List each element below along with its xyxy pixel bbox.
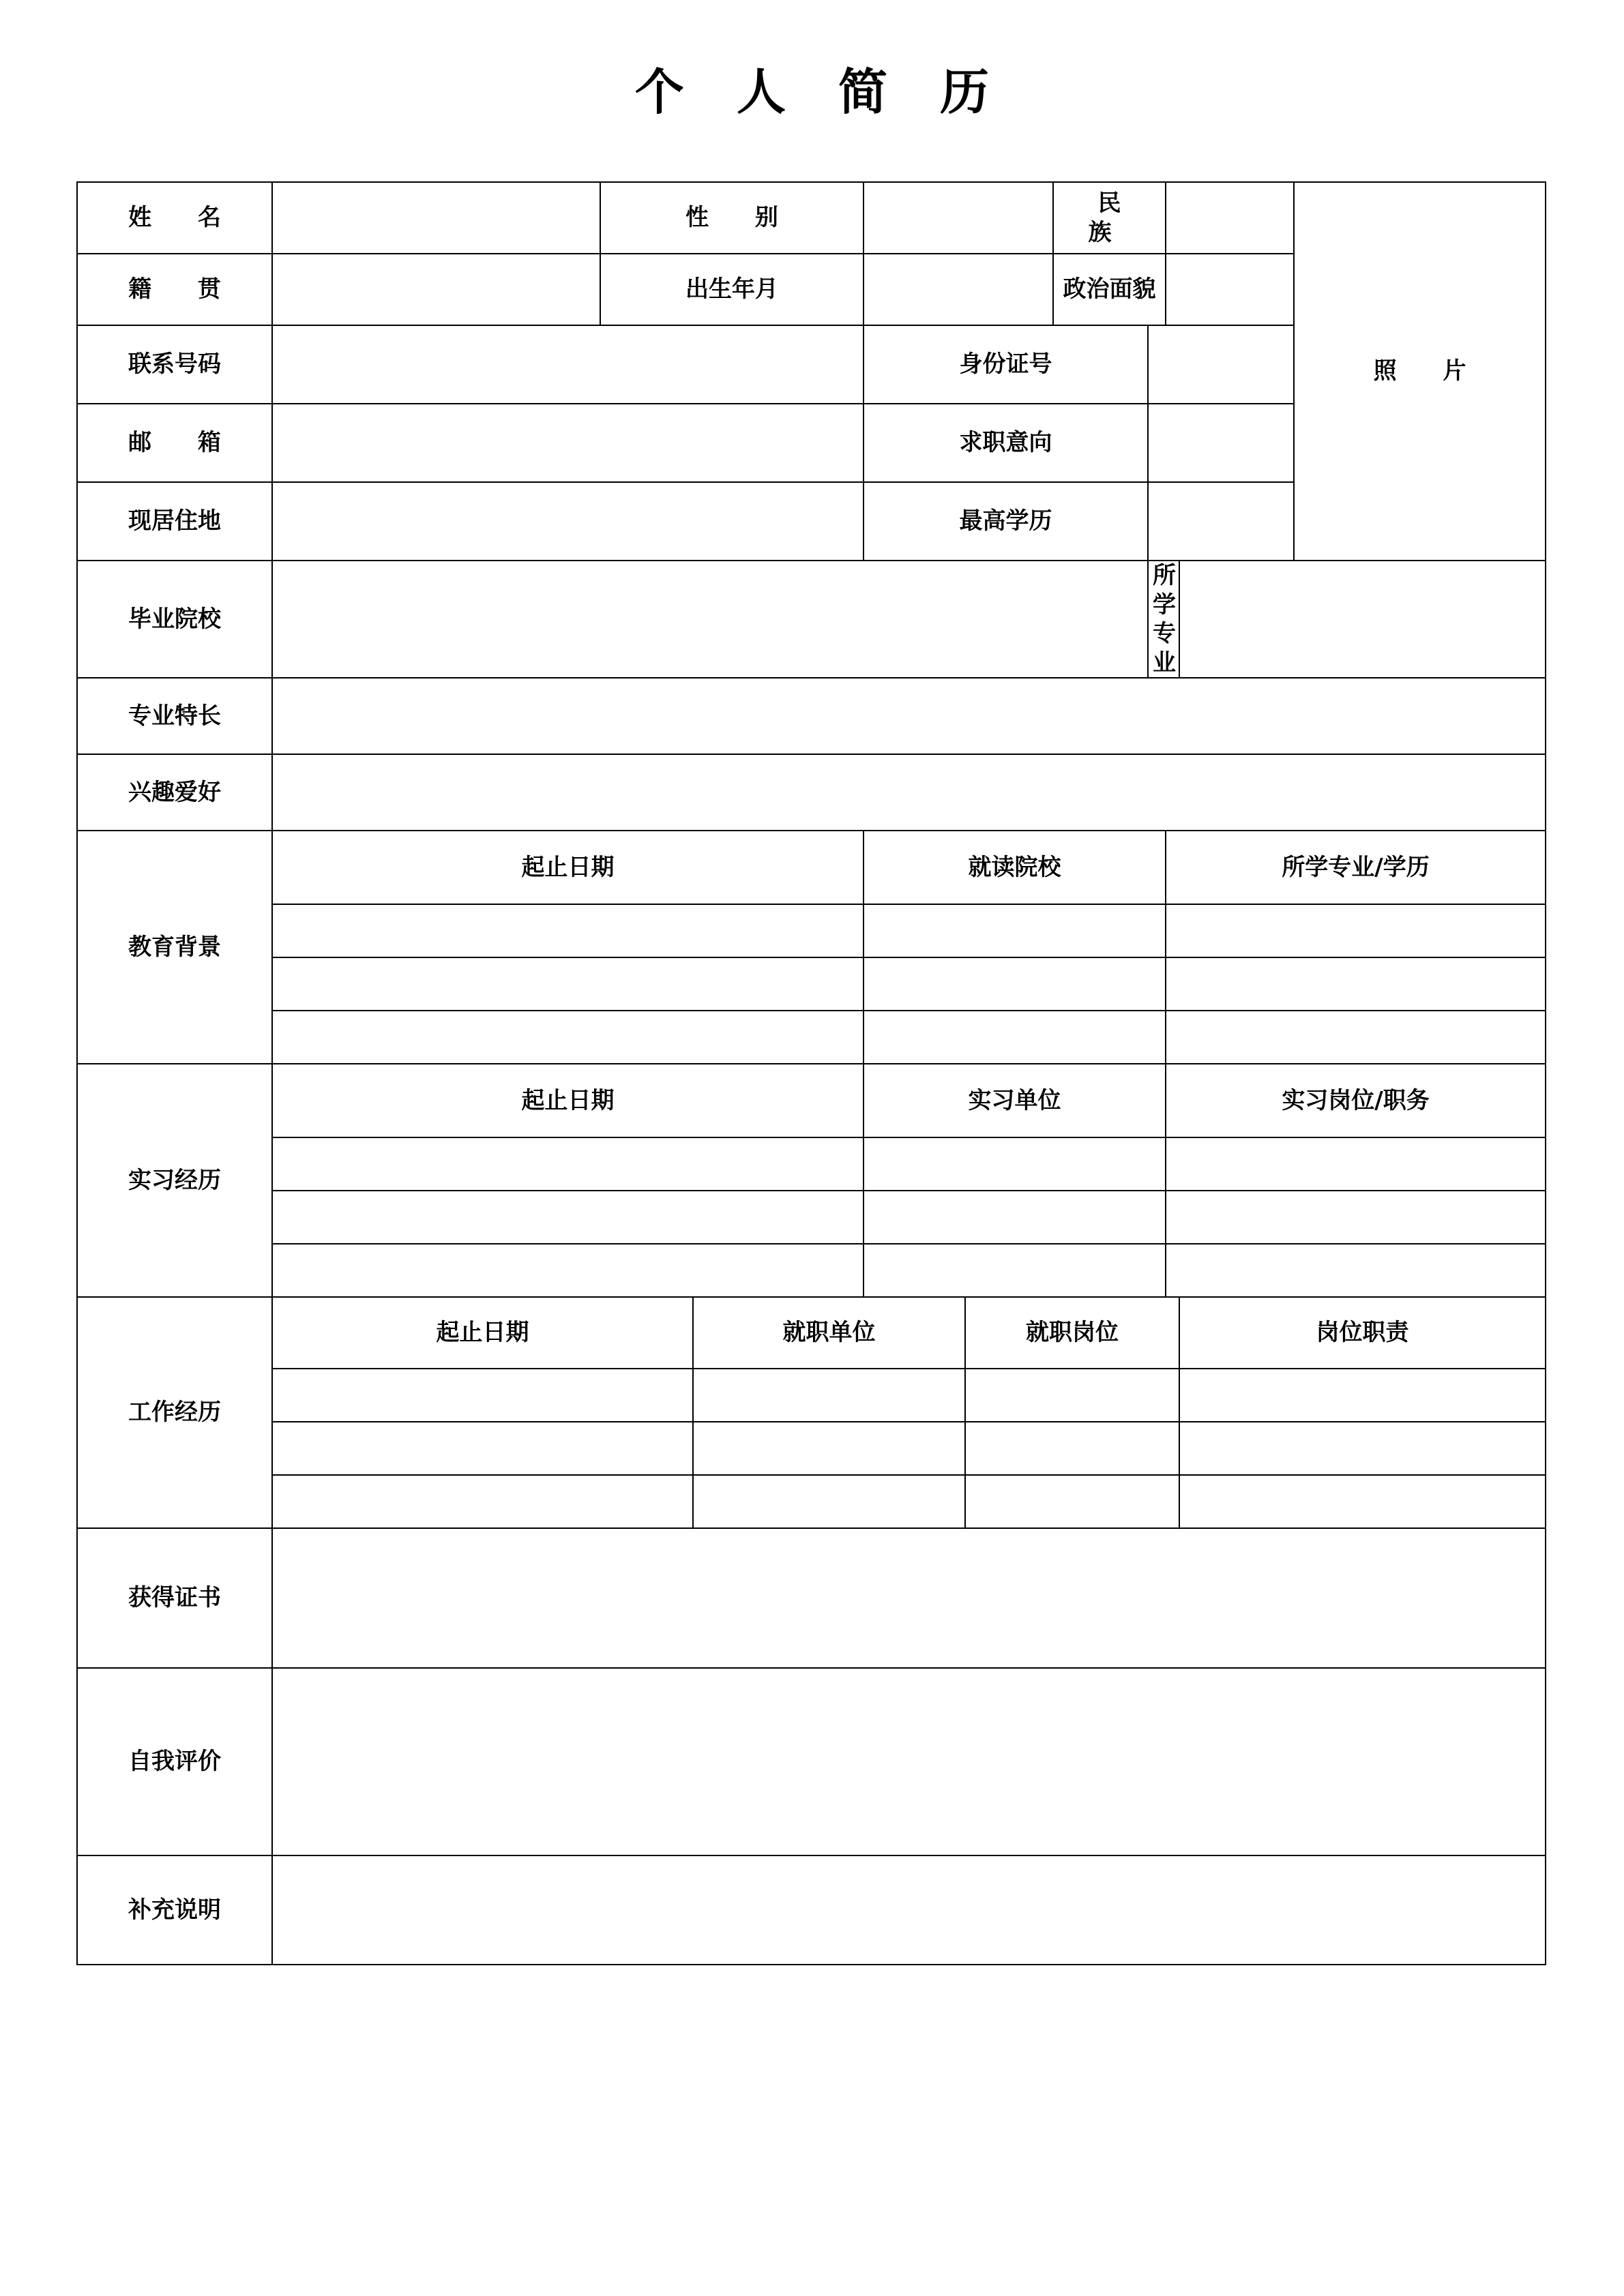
resume-table: [76, 181, 1546, 1965]
education-cell-major[interactable]: [1166, 904, 1546, 957]
field-highest-education[interactable]: [1148, 482, 1294, 561]
label-phone: 联系号码: [77, 325, 272, 404]
education-cell-school[interactable]: [863, 957, 1166, 1011]
label-specialty: 专业特长: [77, 678, 272, 754]
label-email: 邮 箱: [77, 404, 272, 482]
internship-header-row: [77, 1064, 1546, 1137]
work-header-position: 就职岗位: [965, 1297, 1179, 1369]
internship-row-1: [77, 1137, 1546, 1191]
field-birth-date[interactable]: [863, 254, 1053, 325]
field-certificates[interactable]: [272, 1528, 1546, 1668]
work-cell-position[interactable]: [965, 1422, 1179, 1475]
internship-cell-dates[interactable]: [272, 1191, 863, 1244]
field-current-residence[interactable]: [272, 482, 863, 561]
education-cell-major[interactable]: [1166, 1011, 1546, 1064]
work-cell-company[interactable]: [693, 1475, 965, 1528]
internship-cell-position[interactable]: [1166, 1191, 1546, 1244]
work-header-duties: 岗位职责: [1179, 1297, 1546, 1369]
field-hobbies[interactable]: [272, 754, 1546, 831]
label-self-evaluation: 自我评价: [77, 1668, 272, 1855]
education-cell-dates[interactable]: [272, 957, 863, 1011]
education-header-row: [77, 831, 1546, 904]
field-self-evaluation[interactable]: [272, 1668, 1546, 1855]
education-cell-dates[interactable]: [272, 904, 863, 957]
education-cell-major[interactable]: [1166, 957, 1546, 1011]
label-additional-notes: 补充说明: [77, 1855, 272, 1965]
field-major[interactable]: [1179, 561, 1546, 678]
education-row-2: [77, 957, 1546, 1011]
photo-placeholder[interactable]: 照 片: [1294, 182, 1546, 561]
work-cell-position[interactable]: [965, 1475, 1179, 1528]
work-row-2: [77, 1422, 1546, 1475]
work-cell-dates[interactable]: [272, 1422, 693, 1475]
label-current-residence: 现居住地: [77, 482, 272, 561]
table-row-hobbies: [77, 754, 1546, 831]
field-job-intention[interactable]: [1148, 404, 1294, 482]
table-row-specialty: [77, 678, 1546, 754]
label-native-place: 籍 贯: [77, 254, 272, 325]
label-highest-education: 最高学历: [863, 482, 1148, 561]
label-political-status: 政治面貌: [1053, 254, 1166, 325]
field-email[interactable]: [272, 404, 863, 482]
field-name[interactable]: [272, 182, 600, 254]
label-id-number: 身份证号: [863, 325, 1148, 404]
education-cell-dates[interactable]: [272, 1011, 863, 1064]
page-title: 个 人 简 历: [634, 63, 1007, 121]
internship-cell-company[interactable]: [863, 1137, 1166, 1191]
education-cell-school[interactable]: [863, 904, 1166, 957]
label-major: 所学专业: [1148, 561, 1179, 678]
internship-header-position: 实习岗位/职务: [1166, 1064, 1546, 1137]
internship-row-2: [77, 1191, 1546, 1244]
education-header-dates: 起止日期: [272, 831, 863, 904]
work-cell-duties[interactable]: [1179, 1475, 1546, 1528]
label-hobbies: 兴趣爱好: [77, 754, 272, 831]
section-label-work: 工作经历: [77, 1297, 272, 1528]
field-ethnicity[interactable]: [1166, 182, 1294, 254]
work-cell-duties[interactable]: [1179, 1369, 1546, 1422]
label-name: 姓 名: [77, 182, 272, 254]
label-job-intention: 求职意向: [863, 404, 1148, 482]
field-specialty[interactable]: [272, 678, 1546, 754]
work-cell-duties[interactable]: [1179, 1422, 1546, 1475]
additional-notes-row: [77, 1855, 1546, 1965]
self-evaluation-row: [77, 1668, 1546, 1855]
work-header-row: [77, 1297, 1546, 1369]
internship-cell-dates[interactable]: [272, 1244, 863, 1297]
table-row-name: [77, 182, 1546, 254]
field-additional-notes[interactable]: [272, 1855, 1546, 1965]
field-graduated-school[interactable]: [272, 561, 1148, 678]
internship-cell-company[interactable]: [863, 1244, 1166, 1297]
internship-cell-position[interactable]: [1166, 1137, 1546, 1191]
field-phone[interactable]: [272, 325, 863, 404]
label-graduated-school: 毕业院校: [77, 561, 272, 678]
work-cell-company[interactable]: [693, 1369, 965, 1422]
field-native-place[interactable]: [272, 254, 600, 325]
field-political-status[interactable]: [1166, 254, 1294, 325]
field-gender[interactable]: [863, 182, 1053, 254]
label-birth-date: 出生年月: [600, 254, 863, 325]
internship-cell-position[interactable]: [1166, 1244, 1546, 1297]
internship-header-company: 实习单位: [863, 1064, 1166, 1137]
work-row-1: [77, 1369, 1546, 1422]
internship-header-dates: 起止日期: [272, 1064, 863, 1137]
work-cell-position[interactable]: [965, 1369, 1179, 1422]
internship-cell-dates[interactable]: [272, 1137, 863, 1191]
education-header-school: 就读院校: [863, 831, 1166, 904]
work-cell-company[interactable]: [693, 1422, 965, 1475]
certificates-row: [77, 1528, 1546, 1668]
work-header-company: 就职单位: [693, 1297, 965, 1369]
table-row-graduated-school: [77, 561, 1546, 678]
education-row-1: [77, 904, 1546, 957]
work-row-3: [77, 1475, 1546, 1528]
label-certificates: 获得证书: [77, 1528, 272, 1668]
section-label-education: 教育背景: [77, 831, 272, 1064]
label-ethnicity: 民 族: [1053, 182, 1166, 254]
work-cell-dates[interactable]: [272, 1369, 693, 1422]
work-header-dates: 起止日期: [272, 1297, 693, 1369]
education-cell-school[interactable]: [863, 1011, 1166, 1064]
internship-row-3: [77, 1244, 1546, 1297]
field-id-number[interactable]: [1148, 325, 1294, 404]
internship-cell-company[interactable]: [863, 1191, 1166, 1244]
section-label-internship: 实习经历: [77, 1064, 272, 1297]
label-gender: 性 别: [600, 182, 863, 254]
education-header-major: 所学专业/学历: [1166, 831, 1546, 904]
education-row-3: [77, 1011, 1546, 1064]
work-cell-dates[interactable]: [272, 1475, 693, 1528]
